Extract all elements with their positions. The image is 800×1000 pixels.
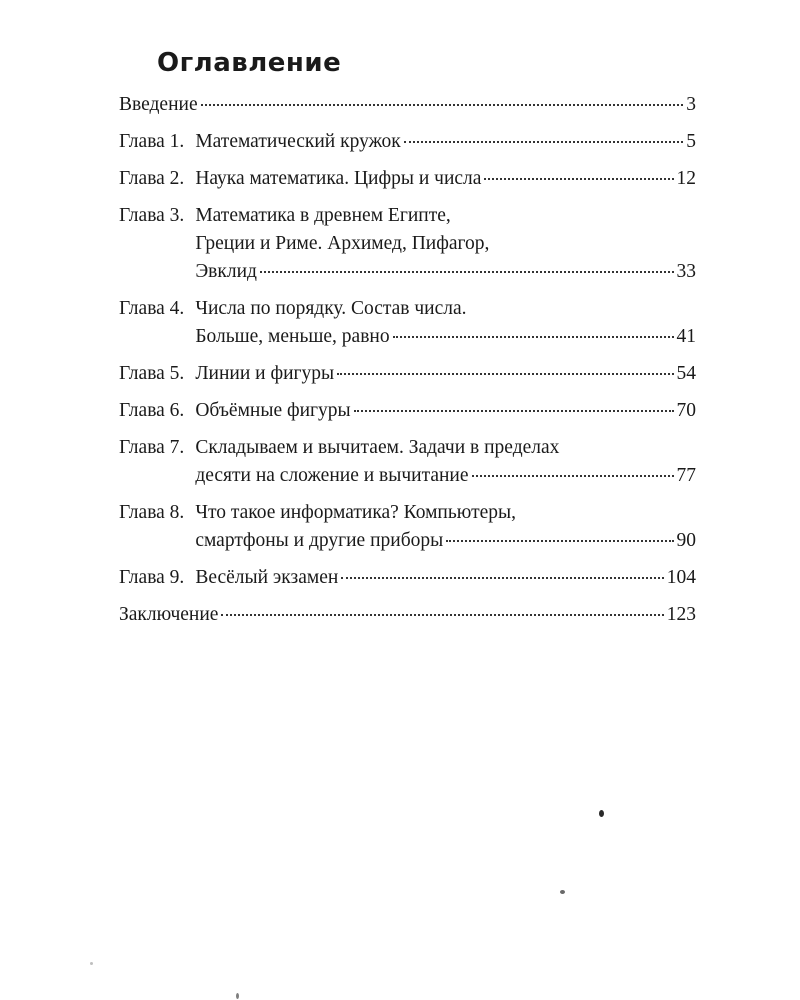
entry-title-line: Линии и фигуры <box>195 363 335 384</box>
toc-entry-introduction[interactable] <box>119 91 696 119</box>
page-number: 70 <box>676 400 696 421</box>
dot-leader <box>221 614 663 616</box>
entry-title-line: Больше, меньше, равно <box>195 326 390 347</box>
toc-entry-chapter-1[interactable] <box>119 128 696 156</box>
chapter-label: Глава 6. <box>119 400 185 421</box>
page-number: 54 <box>676 363 696 384</box>
dot-leader <box>337 373 673 375</box>
dot-leader <box>354 410 674 412</box>
page-number: 90 <box>676 530 696 551</box>
toc-entry-chapter-7[interactable] <box>119 434 696 490</box>
chapter-label: Глава 2. <box>119 168 185 189</box>
dot-leader <box>260 271 674 273</box>
entry-title-line: Что такое информатика? Компьютеры, <box>195 502 516 523</box>
scan-speck <box>560 890 565 894</box>
toc-entry-chapter-8[interactable] <box>119 499 696 555</box>
page-number: 123 <box>666 604 696 625</box>
toc-entry-chapter-4[interactable] <box>119 295 696 351</box>
toc-entry-chapter-5[interactable] <box>119 360 696 388</box>
entry-title-line: смартфоны и другие приборы <box>195 530 444 551</box>
chapter-label: Глава 8. <box>119 502 185 523</box>
entry-title-line: Складываем и вычитаем. Задачи в пределах <box>195 437 560 458</box>
entry-title-line: Эвклид <box>195 261 257 282</box>
table-of-contents <box>119 91 696 638</box>
entry-title-line: Математический кружок <box>195 131 401 152</box>
entry-title-line: десяти на сложение и вычитание <box>195 465 469 486</box>
dot-leader <box>446 540 673 542</box>
dot-leader <box>341 577 663 579</box>
toc-entry-chapter-9[interactable] <box>119 564 696 592</box>
page-title: Оглавление <box>157 48 342 78</box>
entry-title-line: Числа по порядку. Состав числа. <box>195 298 467 319</box>
scan-speck <box>90 962 93 965</box>
entry-title-line: Объёмные фигуры <box>195 400 351 421</box>
entry-title-line: Греции и Риме. Архимед, Пифагор, <box>195 233 490 254</box>
dot-leader <box>472 475 674 477</box>
entry-title-line: Введение <box>119 94 198 115</box>
chapter-label: Глава 9. <box>119 567 185 588</box>
page-number: 12 <box>676 168 696 189</box>
entry-title-line: Наука математика. Цифры и числа <box>195 168 482 189</box>
toc-entry-chapter-3[interactable] <box>119 202 696 286</box>
chapter-label: Глава 4. <box>119 298 185 319</box>
dot-leader <box>404 141 683 143</box>
chapter-label: Глава 3. <box>119 205 185 226</box>
entry-title-line: Заключение <box>119 604 219 625</box>
chapter-label: Глава 5. <box>119 363 185 384</box>
toc-entry-chapter-2[interactable] <box>119 165 696 193</box>
page-number: 3 <box>686 94 696 115</box>
page-number: 33 <box>676 261 696 282</box>
toc-entry-chapter-6[interactable] <box>119 397 696 425</box>
page-number: 104 <box>666 567 696 588</box>
page-number: 41 <box>676 326 696 347</box>
scan-speck <box>236 993 239 999</box>
dot-leader <box>484 178 673 180</box>
entry-title-line: Весёлый экзамен <box>195 567 339 588</box>
page-number: 77 <box>676 465 696 486</box>
page-number: 5 <box>686 131 696 152</box>
scan-speck <box>599 810 604 817</box>
dot-leader <box>201 104 684 106</box>
chapter-label: Глава 7. <box>119 437 185 458</box>
entry-title-line: Математика в древнем Египте, <box>195 205 451 226</box>
chapter-label: Глава 1. <box>119 131 185 152</box>
toc-entry-conclusion[interactable] <box>119 601 696 629</box>
dot-leader <box>393 336 674 338</box>
